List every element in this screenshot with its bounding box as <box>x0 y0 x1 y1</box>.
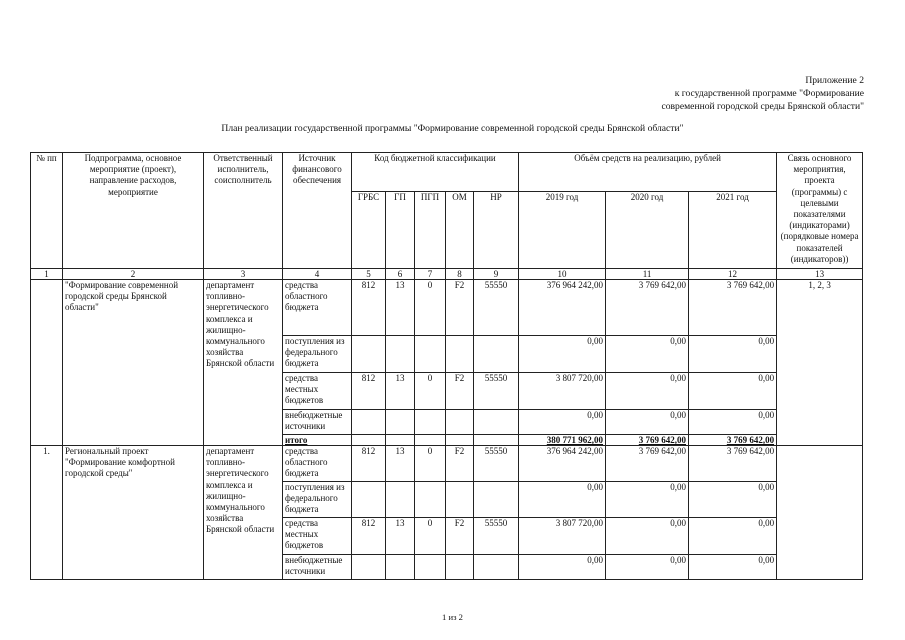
amount-2019: 0,00 <box>519 482 606 518</box>
om-cell: F2 <box>446 518 474 555</box>
amount-2021: 0,00 <box>689 482 777 518</box>
source-cell: средства местных бюджетов <box>283 518 352 555</box>
empty-cell <box>415 435 446 446</box>
pgp-cell <box>415 336 446 373</box>
grbs-cell: 812 <box>352 280 386 336</box>
amount-2020: 0,00 <box>606 482 689 518</box>
total-2021 <box>689 435 777 446</box>
total-2019-text: 380 771 962,00 <box>546 435 604 445</box>
col-number: 2 <box>63 269 204 280</box>
grbs-cell <box>352 410 386 435</box>
om-cell: F2 <box>446 373 474 410</box>
document-title: План реализации государственной программы "Формирование современной городской среды Брянской области" <box>221 123 684 134</box>
amount-2020: 0,00 <box>606 373 689 410</box>
gp-cell: 13 <box>386 373 415 410</box>
np-cell: 55550 <box>474 280 519 336</box>
amount-2020: 0,00 <box>606 555 689 580</box>
gp-cell <box>386 410 415 435</box>
header-source: Источник финансового обеспечения <box>283 153 352 269</box>
amount-2019: 376 964 242,00 <box>519 446 606 482</box>
empty-cell <box>446 435 474 446</box>
empty-cell <box>352 435 386 446</box>
header-budget-code: Код бюджетной классификации <box>352 153 519 192</box>
grbs-cell: 812 <box>352 373 386 410</box>
appendix-line-3: современной городской среды Брянской области" <box>661 101 864 112</box>
col-number: 12 <box>689 269 777 280</box>
amount-2021: 3 769 642,00 <box>689 446 777 482</box>
header-2019: 2019 год <box>519 192 606 269</box>
program-name: "Формирование современной городской среды Брянской области" <box>63 280 204 446</box>
executor-name: департамент топливно-энергетического комплекса и жилищно-коммунального хозяйства Брянской области <box>204 446 283 580</box>
col-number: 4 <box>283 269 352 280</box>
om-cell <box>446 555 474 580</box>
col-number: 10 <box>519 269 606 280</box>
amount-2021: 0,00 <box>689 373 777 410</box>
source-cell: средства областного бюджета <box>283 446 352 482</box>
total-2021-text: 3 769 642,00 <box>726 435 775 445</box>
pgp-cell: 0 <box>415 280 446 336</box>
col-number: 5 <box>352 269 386 280</box>
page-counter: 1 из 2 <box>442 612 463 622</box>
pgp-cell: 0 <box>415 373 446 410</box>
grbs-cell <box>352 482 386 518</box>
amount-2020: 3 769 642,00 <box>606 280 689 336</box>
header-2021: 2021 год <box>689 192 777 269</box>
pgp-cell: 0 <box>415 518 446 555</box>
grbs-cell <box>352 336 386 373</box>
col-number: 13 <box>777 269 863 280</box>
col-number: 6 <box>386 269 415 280</box>
om-cell <box>446 482 474 518</box>
om-cell: F2 <box>446 446 474 482</box>
header-row-main <box>31 153 863 192</box>
appendix-line-1: Приложение 2 <box>805 75 864 86</box>
source-cell: внебюджетные источники <box>283 410 352 435</box>
grbs-cell: 812 <box>352 446 386 482</box>
pgp-cell: 0 <box>415 446 446 482</box>
np-cell: 55550 <box>474 518 519 555</box>
indicator-link: 1, 2, 3 <box>777 280 863 446</box>
np-cell <box>474 410 519 435</box>
header-om: ОМ <box>446 192 474 269</box>
header-grbs: ГРБС <box>352 192 386 269</box>
header-gp: ГП <box>386 192 415 269</box>
executor-name: департамент топливно-энергетического комплекса и жилищно-коммунального хозяйства Брянской области <box>204 280 283 446</box>
col-number: 8 <box>446 269 474 280</box>
amount-2019: 376 964 242,00 <box>519 280 606 336</box>
source-cell: поступления из федерального бюджета <box>283 482 352 518</box>
amount-2021: 0,00 <box>689 410 777 435</box>
gp-cell: 13 <box>386 518 415 555</box>
pgp-cell <box>415 410 446 435</box>
column-number-row <box>31 269 863 280</box>
plan-table <box>30 152 863 580</box>
header-program: Подпрограмма, основное мероприятие (проект), направление расходов, мероприятие <box>63 153 204 269</box>
row-num <box>31 280 63 446</box>
pgp-cell <box>415 555 446 580</box>
total-2020 <box>606 435 689 446</box>
program-name: Региональный проект "Формирование комфортной городской среды" <box>63 446 204 580</box>
np-cell: 55550 <box>474 373 519 410</box>
source-cell: внебюджетные источники <box>283 555 352 580</box>
col-number: 3 <box>204 269 283 280</box>
amount-2021: 0,00 <box>689 518 777 555</box>
header-executor: Ответственный исполнитель, соисполнитель <box>204 153 283 269</box>
gp-cell <box>386 482 415 518</box>
amount-2019: 0,00 <box>519 555 606 580</box>
om-cell <box>446 336 474 373</box>
header-np: НР <box>474 192 519 269</box>
pgp-cell <box>415 482 446 518</box>
np-cell <box>474 482 519 518</box>
col-number: 11 <box>606 269 689 280</box>
col-number: 7 <box>415 269 446 280</box>
om-cell <box>446 410 474 435</box>
amount-2020: 0,00 <box>606 518 689 555</box>
header-volume: Объём средств на реализацию, рублей <box>519 153 777 192</box>
amount-2019: 3 807 720,00 <box>519 518 606 555</box>
row-num: 1. <box>31 446 63 580</box>
total-label <box>283 435 352 446</box>
source-cell: поступления из федерального бюджета <box>283 336 352 373</box>
amount-2019: 0,00 <box>519 410 606 435</box>
indicator-link <box>777 446 863 580</box>
np-cell <box>474 555 519 580</box>
amount-2021: 0,00 <box>689 336 777 373</box>
np-cell <box>474 336 519 373</box>
empty-cell <box>474 435 519 446</box>
gp-cell <box>386 336 415 373</box>
amount-2019: 0,00 <box>519 336 606 373</box>
np-cell: 55550 <box>474 446 519 482</box>
grbs-cell <box>352 555 386 580</box>
grbs-cell: 812 <box>352 518 386 555</box>
table-row <box>31 446 863 482</box>
source-cell: средства областного бюджета <box>283 280 352 336</box>
appendix-line-2: к государственной программе "Формирование <box>674 88 864 99</box>
gp-cell: 13 <box>386 280 415 336</box>
header-link: Связь основного мероприятия, проекта (программы) с целевыми показателями (индикаторами) (порядковые номера показателей (индикаторов)) <box>777 153 863 269</box>
amount-2020: 0,00 <box>606 336 689 373</box>
header-2020: 2020 год <box>606 192 689 269</box>
col-number: 1 <box>31 269 63 280</box>
gp-cell <box>386 555 415 580</box>
appendix-header <box>560 74 864 113</box>
om-cell: F2 <box>446 280 474 336</box>
total-2020-text: 3 769 642,00 <box>638 435 687 445</box>
total-label-text: итого <box>285 435 308 445</box>
amount-2020: 0,00 <box>606 410 689 435</box>
amount-2020: 3 769 642,00 <box>606 446 689 482</box>
col-number: 9 <box>474 269 519 280</box>
header-pgp: ПГП <box>415 192 446 269</box>
gp-cell: 13 <box>386 446 415 482</box>
amount-2021: 3 769 642,00 <box>689 280 777 336</box>
source-cell: средства местных бюджетов <box>283 373 352 410</box>
total-2019 <box>519 435 606 446</box>
amount-2019: 3 807 720,00 <box>519 373 606 410</box>
empty-cell <box>386 435 415 446</box>
table-row <box>31 280 863 336</box>
header-num: № пп <box>31 153 63 269</box>
amount-2021: 0,00 <box>689 555 777 580</box>
